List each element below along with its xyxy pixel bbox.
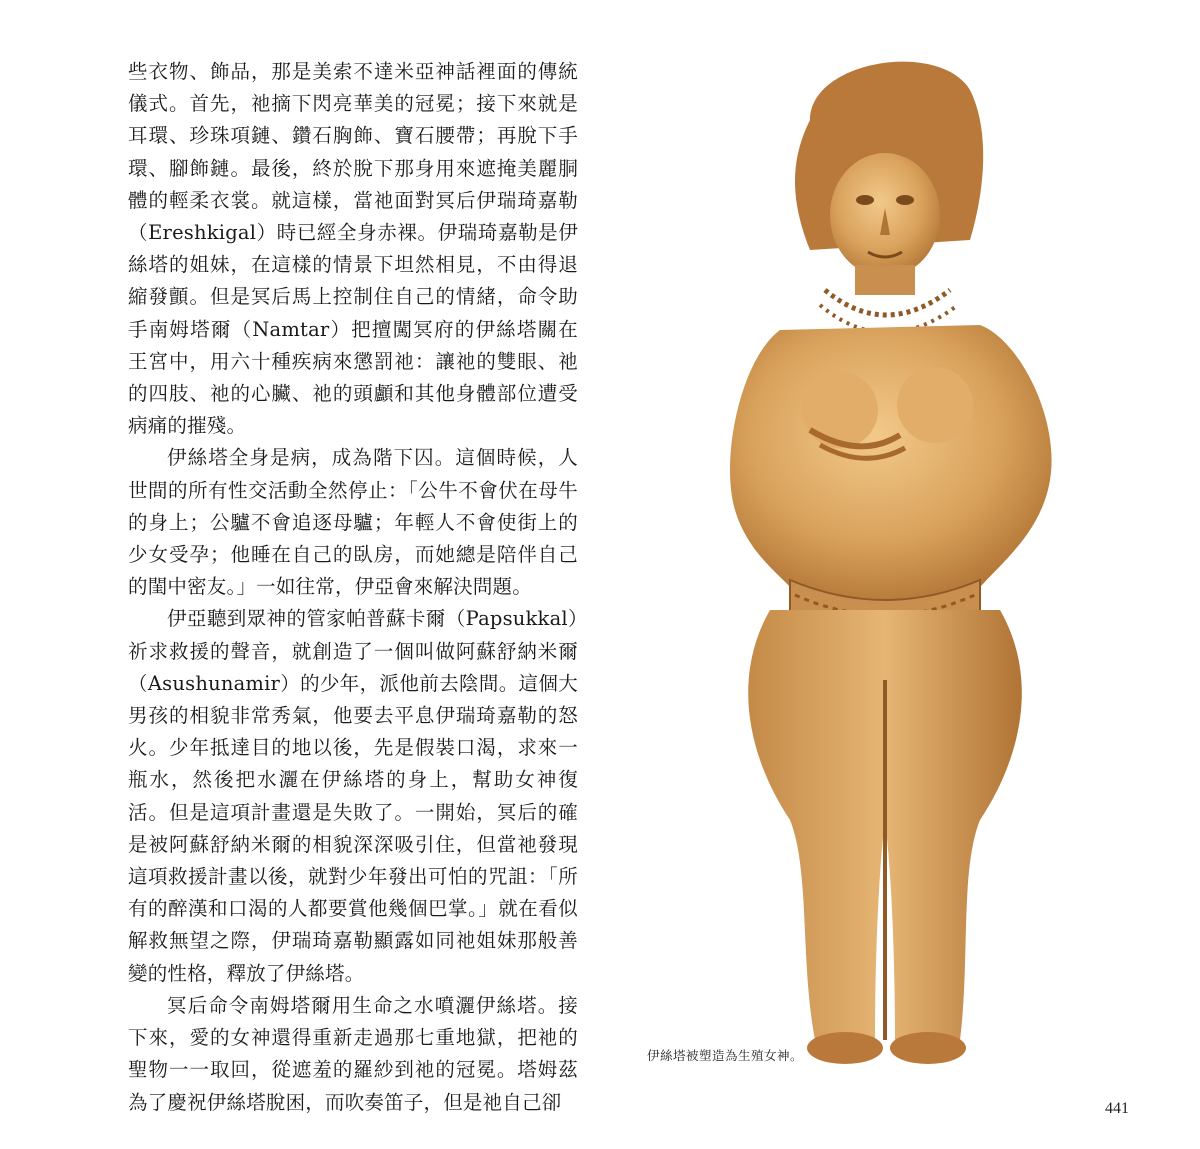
paragraph-1: 些衣物、飾品，那是美索不達米亞神話裡面的傳統儀式。首先，祂摘下閃亮華美的冠冕；接下來就是耳環、珍珠項鏈、鑽石胸飾、寶石腰帶；再脫下手環、腳飾鏈。最後，終於脫下那身用來遮掩美麗胴體的輕柔衣裳。就這樣，當祂面對冥后伊瑞琦嘉勒（Ereshkigal）時已經全身赤裸。伊瑞琦嘉勒是伊絲塔的姐妹，在這樣的情景下坦然相見，不由得退縮發顫。但是冥后馬上控制住自己的情緒，命令助手南姆塔爾（Namtar）把擅闖冥府的伊絲塔關在王宮中，用六十種疾病來懲罰祂：讓祂的雙眼、祂的四肢、祂的心臟、祂的頭顱和其他身體部位遭受病痛的摧殘。 xyxy=(128,60,578,438)
figure-caption: 伊絲塔被塑造為生殖女神。 xyxy=(647,1048,804,1063)
ishtar-figurine-photo xyxy=(640,40,1110,1080)
paragraph-2: 伊絲塔全身是病，成為階下囚。這個時候，人世間的所有性交活動全然停止：「公牛不會伏在母牛的身上；公驢不會追逐母驢；年輕人不會使街上的少女受孕；他睡在自己的臥房，而她總是陪伴自己的閨中密友。」一如往常，伊亞會來解決問題。 xyxy=(128,446,578,599)
body-text xyxy=(128,56,578,1119)
paragraph-4: 冥后命令南姆塔爾用生命之水噴灑伊絲塔。接下來，愛的女神還得重新走過那七重地獄，把祂的聖物一一取回，從遮羞的羅紗到祂的冠冕。塔姆茲為了慶祝伊絲塔脫困，而吹奏笛子，但是祂自己卻 xyxy=(128,993,578,1114)
paragraph-3: 伊亞聽到眾神的管家帕普蘇卡爾（Papsukkal）祈求救援的聲音，就創造了一個叫做阿蘇舒納米爾（Asushunamir）的少年，派他前去陰間。這個大男孩的相貌非常秀氣，他要去平息伊瑞琦嘉勒的怒火。少年抵達目的地以後，先是假裝口渴，求來一瓶水，然後把水灑在伊絲塔的身上，幫助女神復活。但是這項計畫還是失敗了。一開始，冥后的確是被阿蘇舒納米爾的相貌深深吸引住，但當祂發現這項救援計畫以後，就對少年發出可怕的咒詛：「所有的醉漢和口渴的人都要賞他幾個巴掌。」就在看似解救無望之際，伊瑞琦嘉勒顯露如同祂姐妹那般善變的性格，釋放了伊絲塔。 xyxy=(128,607,578,985)
figurine-illustration xyxy=(640,40,1110,1080)
page-number: 441 xyxy=(1105,1100,1129,1117)
